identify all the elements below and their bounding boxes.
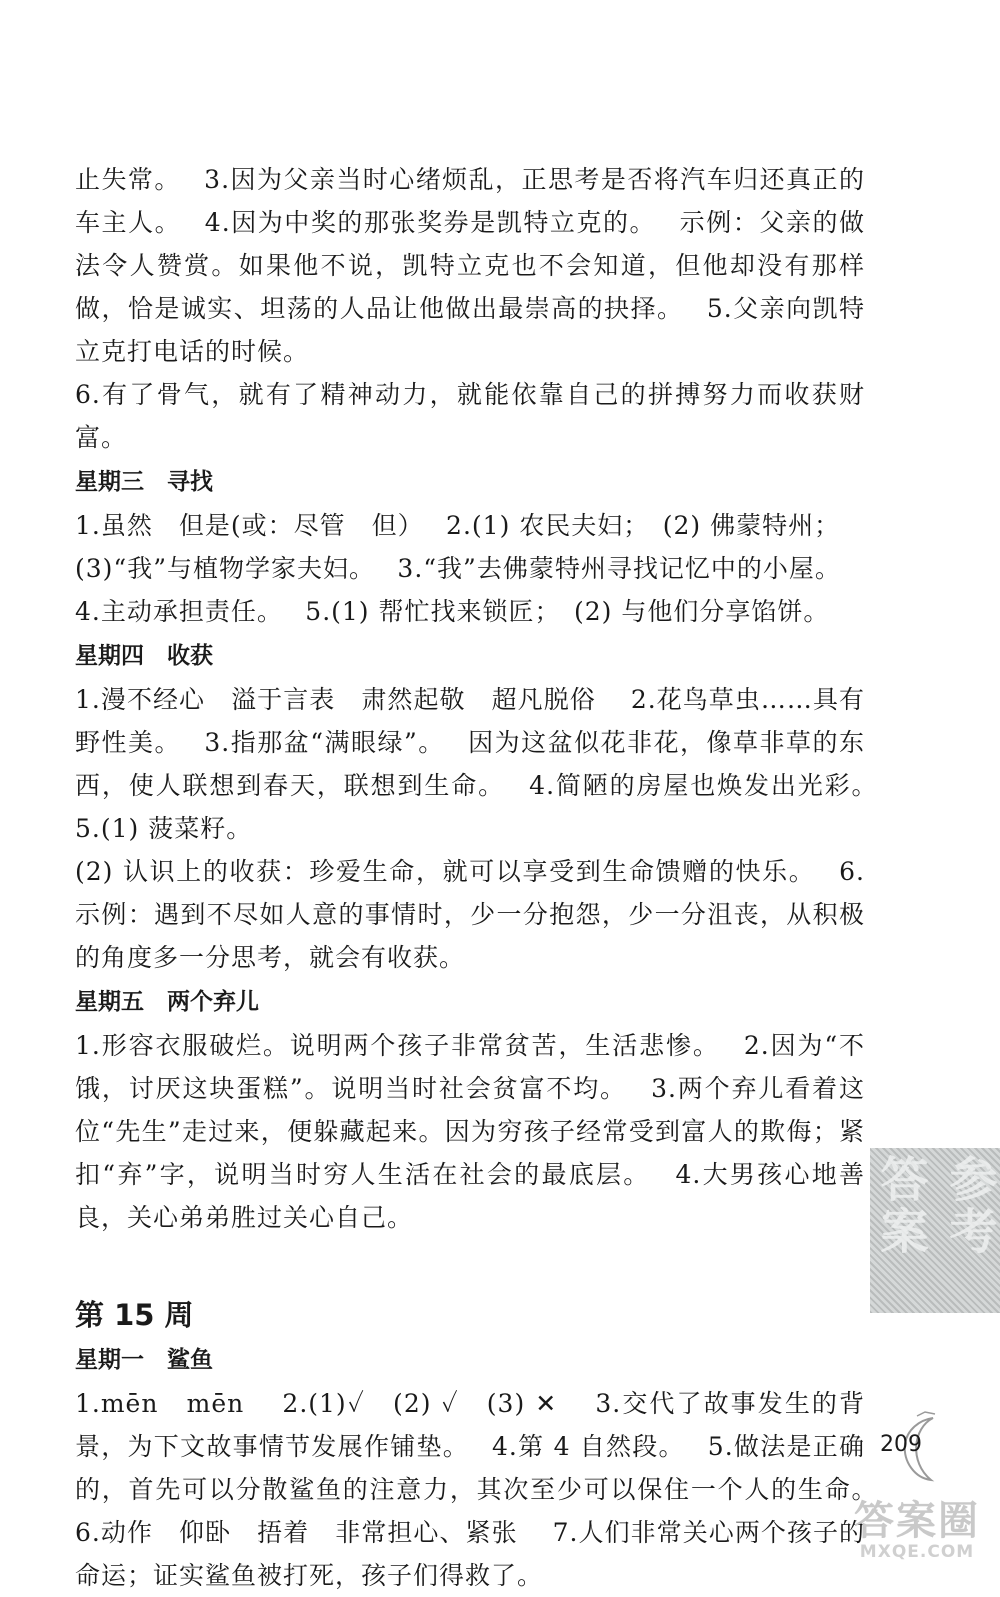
week-title: 第 15 周 — [75, 1298, 194, 1332]
side-tab — [870, 1148, 1000, 1313]
paragraph: 1.形容衣服破烂。说明两个孩子非常贫苦，生活悲惨。 2.因为“不饿，讨厌这块蛋糕”。说明当时社会贫富不均。 3.两个弃儿看着这位“先生”走过来，便躲藏起来。因为穷孩子经常受到富人的欺侮；紧扣“弃”字，说明当时穷人生活在社会的最底层。 4.大男孩心地善良，关心弟弟胜过关心自己。 — [75, 1031, 865, 1232]
paragraph: 1.mēn mēn 2.(1)✓ (2) ✓ (3) ✕ 3.交代了故事发生的背景，为下文故事情节发展作铺垫。 4.第 4 自然段。 5.做法是正确的，首先可以分散鲨鱼的注意力，其次至少可以保住一个人的生命。 6.动作 仰卧 捂着 非常担心、紧张 7.人们非常关心两个孩子的命运；证实鲨鱼被打死，孩子们得救了。 — [75, 1389, 900, 1590]
paragraph: 1.虽然 但是(或：尽管 但） 2.(1) 农民夫妇； (2) 佛蒙特州； — [75, 511, 841, 540]
paragraph: 1.漫不经心 溢于言表 肃然起敬 超凡脱俗 2.花鸟草虫……具有野性美。 3.指那盆“满眼绿”。 因为这盆似花非花，像草非草的东西，使人联想到春天，联想到生命。 4.简陋的房屋也焕发出光彩。 5.(1) 菠菜籽。 — [75, 685, 900, 843]
page-number: 209 — [880, 1432, 922, 1457]
paragraph: 6.有了骨气，就有了精神动力，就能依靠自己的拼搏努力而收获财富。 — [75, 380, 865, 452]
paragraph: 止失常。 3.因为父亲当时心绪烦乱，正思考是否将汽车归还真正的车主人。 4.因为中奖的那张奖券是凯特立克的。 示例：父亲的做法令人赞赏。如果他不说，凯特立克也不会知道，但他却没有那样做，恰是诚实、坦荡的人品让他做出最崇高的抉择。 5.父亲向凯特立克打电话的时候。 — [75, 165, 865, 366]
section-heading: 星期五 两个弃儿 — [75, 989, 259, 1015]
section-heading: 星期一 鲨鱼 — [75, 1347, 213, 1373]
side-tab-label: 参考答案 — [872, 1154, 997, 1258]
paragraph: (2) 认识上的收获：珍爱生命，就可以享受到生命馈赠的快乐。 6.示例：遇到不尽如人意的事情时，少一分抱怨，少一分沮丧，从积极的角度多一分思考，就会有收获。 — [75, 857, 865, 972]
answer-content — [75, 158, 900, 1597]
section-heading: 星期四 收获 — [75, 643, 213, 669]
paragraph: (3)“我”与植物学家夫妇。 3.“我”去佛蒙特州寻找记忆中的小屋。 — [75, 554, 841, 583]
watermark — [842, 1500, 992, 1562]
watermark-logo: 答案圈 — [854, 1498, 980, 1544]
watermark-url: MXQE.COM — [859, 1542, 975, 1562]
section-heading: 星期三 寻找 — [75, 469, 213, 495]
paragraph: 4.主动承担责任。 5.(1) 帮忙找来锁匠； (2) 与他们分享馅饼。 — [75, 597, 830, 626]
